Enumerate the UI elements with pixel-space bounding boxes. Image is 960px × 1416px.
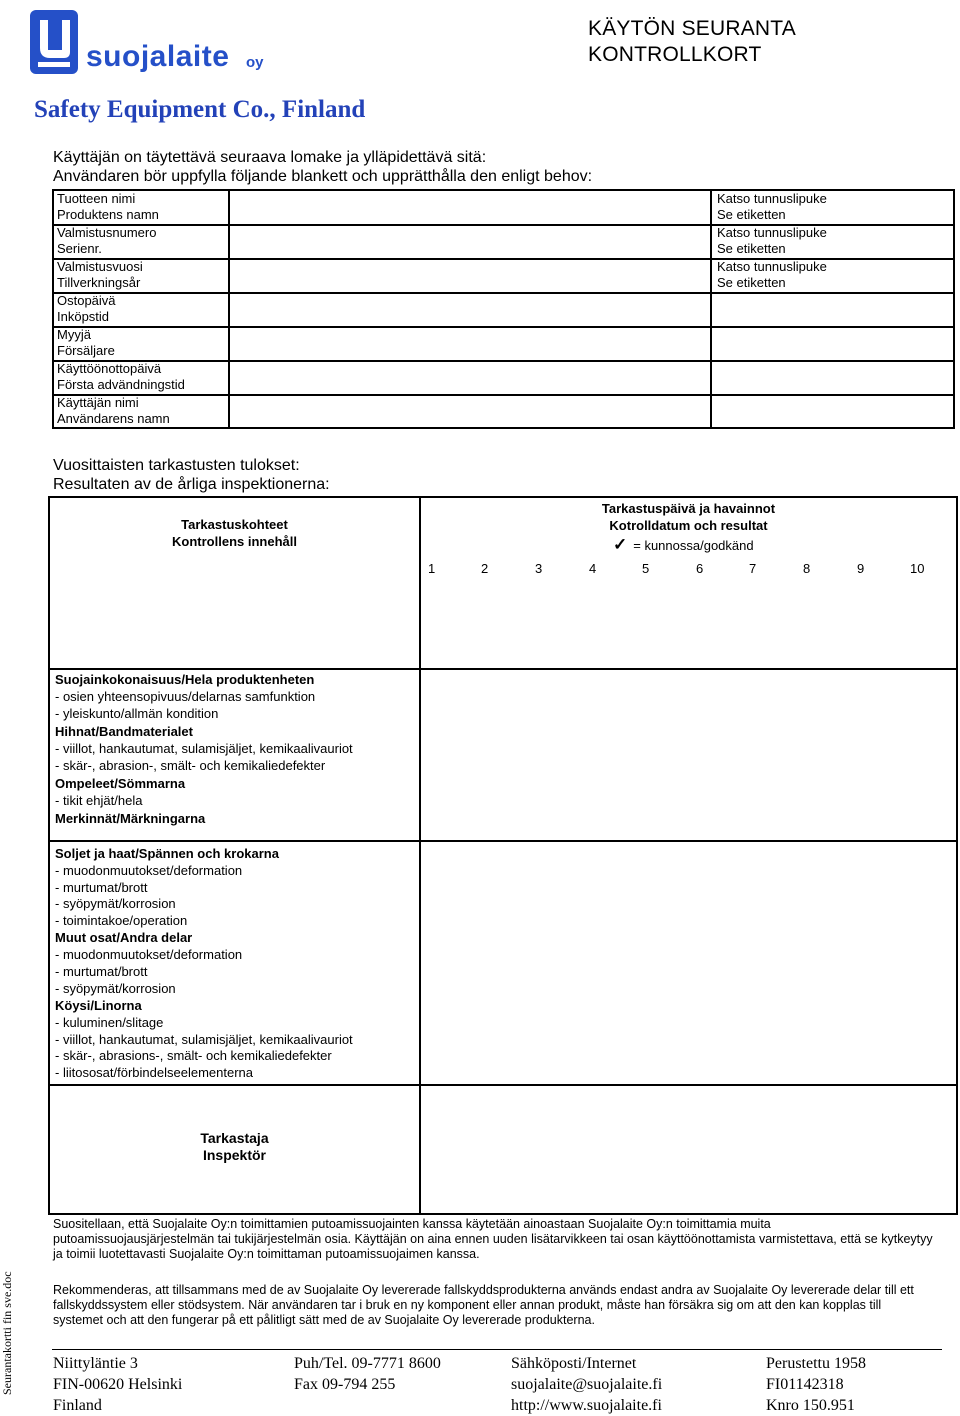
footer-fax: Fax 09-794 255 (294, 1376, 396, 1393)
inspection-item: Soljet ja haat/Spännen och krokarna (55, 846, 279, 861)
title-swedish: KONTROLLKORT (588, 43, 762, 66)
intro-finnish: Käyttäjän on täytettävä seuraava lomake ja ylläpidettävä sitä: (53, 149, 487, 166)
inspection-item: - murtumat/brott (55, 880, 148, 895)
column-number: 8 (803, 561, 811, 576)
inspection-item: Köysi/Linorna (55, 998, 142, 1013)
checkmark-icon: ✓ (613, 535, 628, 554)
column-number: 2 (481, 561, 489, 576)
table-divider (228, 191, 230, 427)
inspector-label: Tarkastaja Inspektör (200, 1130, 269, 1163)
check-legend: ✓ = kunnossa/godkänd (613, 535, 754, 554)
footer-address: Niittyläntie 3 (53, 1355, 138, 1372)
suojalaite-logo (30, 8, 280, 78)
inspection-item: Ompeleet/Sömmarna (55, 776, 186, 791)
column-number: 10 (910, 561, 925, 576)
footer-address: FIN-00620 Helsinki (53, 1376, 183, 1393)
table-row-line (54, 394, 953, 396)
column-number: 9 (857, 561, 865, 576)
brand-name: suojalaite (86, 40, 230, 73)
column-number: 5 (642, 561, 650, 576)
results-heading-swedish: Resultaten av de årliga inspektionerna: (53, 476, 330, 493)
footer-divider (52, 1349, 942, 1350)
product-info-table (52, 189, 955, 429)
field-label-serial: Valmistusnumero Serienr. (57, 225, 157, 256)
footer-founded: Perustettu 1958 (766, 1355, 866, 1372)
inspection-item: - osien yhteensopivuus/delarnas samfunktion (55, 689, 316, 704)
column-number: 3 (535, 561, 543, 576)
table-row-line (54, 326, 953, 328)
inspection-item: - liitososat/förbindelseelementerna (55, 1065, 253, 1080)
note-swedish: Rekommenderas, att tillsammans med de av Suojalaite Oy levererade fallskyddsprodukterna används endast andra av Suojalaite Oy levererade delar till ett fallskyddssystem eller stödsystem. När användaren tar i bruk en ny komponent eller annan produkt, måste han försäkra sig om att den kan kopplas till systemet och att den fungerar på ett pålitligt sätt med de av Suojalaite Oy levererade produkterna. (53, 1283, 914, 1327)
table-row-line (50, 668, 956, 670)
inspection-item: - viillot, hankautumat, sulamisjäljet, kemikaalivauriot (55, 741, 353, 756)
footer-trade-register: Knro 150.951 (766, 1397, 855, 1414)
footer-website-link[interactable]: http://www.suojalaite.fi (511, 1397, 662, 1414)
label-reference: Katso tunnuslipuke Se etiketten (717, 225, 827, 256)
inspection-item: - skär-, abrasions-, smält- och kemikaliedefekter (55, 1048, 332, 1063)
inspection-item: - syöpymät/korrosion (55, 981, 176, 996)
field-label-year: Valmistusvuosi Tillverkningsår (57, 259, 143, 290)
inspection-item: Suojainkokonaisuus/Hela produktenheten (55, 672, 315, 687)
inspection-item: - murtumat/brott (55, 964, 148, 979)
inspection-item: Muut osat/Andra delar (55, 930, 193, 945)
date-header: Tarkastuspäivä ja havainnot Kotrolldatum och resultat (601, 501, 776, 533)
inspection-item: - muodonmuutokset/deformation (55, 863, 243, 878)
title-finnish: KÄYTÖN SEURANTA (588, 17, 796, 40)
label-reference: Katso tunnuslipuke Se etiketten (717, 259, 827, 290)
document-filename: Seurantakortti fin sve.doc (0, 1271, 14, 1395)
field-label-seller: Myyjä Försäljare (57, 327, 115, 358)
field-label-first-use: Käyttöönottopäivä Första advändningstid (57, 361, 185, 392)
column-number: 1 (428, 561, 436, 576)
field-label-product-name: Tuotteen nimi Produktens namn (57, 191, 159, 222)
inspection-item: - syöpymät/korrosion (55, 896, 176, 911)
inspection-item: - tikit ehjät/hela (55, 793, 143, 808)
table-divider (710, 191, 712, 427)
footer-business-id: FI01142318 (766, 1376, 844, 1393)
inspection-item: - skär-, abrasion-, smält- och kemikaliedefekter (55, 758, 326, 773)
intro-swedish: Användaren bör uppfylla följande blankett och upprätthålla den enligt behov: (53, 168, 593, 185)
field-label-user-name: Käyttäjän nimi Användarens namn (57, 395, 170, 426)
column-number: 4 (589, 561, 597, 576)
inspection-table (48, 496, 958, 1215)
table-row-line (54, 360, 953, 362)
inspection-item: Merkinnät/Märkningarna (55, 811, 206, 826)
inspection-item: - muodonmuutokset/deformation (55, 947, 243, 962)
footer-address: Finland (53, 1397, 102, 1414)
table-row-line (50, 840, 956, 842)
results-heading-finnish: Vuosittaisten tarkastusten tulokset: (53, 457, 300, 474)
field-label-purchase-date: Ostopäivä Inköpstid (57, 293, 116, 324)
table-divider (419, 498, 421, 1213)
column-number: 7 (749, 561, 757, 576)
inspection-item: - toimintakoe/operation (55, 913, 188, 928)
inspection-item: - yleiskunto/allmän kondition (55, 706, 219, 721)
label-reference: Katso tunnuslipuke Se etiketten (717, 191, 827, 222)
table-row-line (50, 1084, 956, 1086)
brand-suffix: oy (246, 54, 264, 71)
table-row-line (54, 292, 953, 294)
footer-phone: Puh/Tel. 09-7771 8600 (294, 1355, 441, 1372)
footer-email-link[interactable]: suojalaite@suojalaite.fi (511, 1376, 663, 1393)
inspection-item: Hihnat/Bandmaterialet (55, 724, 193, 739)
note-finnish: Suositellaan, että Suojalaite Oy:n toimittamien putoamissuojainten kanssa käytetään ainoastaan Suojalaite Oy:n toimittamia muita putoamissuojausjärjestelmän tai tukijärjestelmän osia. Käyttäjän on aina ennen uuden lisätarvikkeen tai osan käyttöönottamista varmistettava, että se kytkeytyy ja toimii luotettavasti Suojalaite Oy:n toimittaman putoamissuojaimen kanssa. (53, 1217, 933, 1261)
column-number: 6 (696, 561, 704, 576)
footer-contact-label: Sähköposti/Internet (511, 1355, 637, 1372)
inspection-item: - kuluminen/slitage (55, 1015, 164, 1030)
company-name: Safety Equipment Co., Finland (34, 96, 366, 123)
inspection-item: - viillot, hankautumat, sulamisjäljet, kemikaalivauriot (55, 1032, 353, 1047)
content-header: Tarkastuskohteet Kontrollens innehåll (172, 517, 297, 549)
